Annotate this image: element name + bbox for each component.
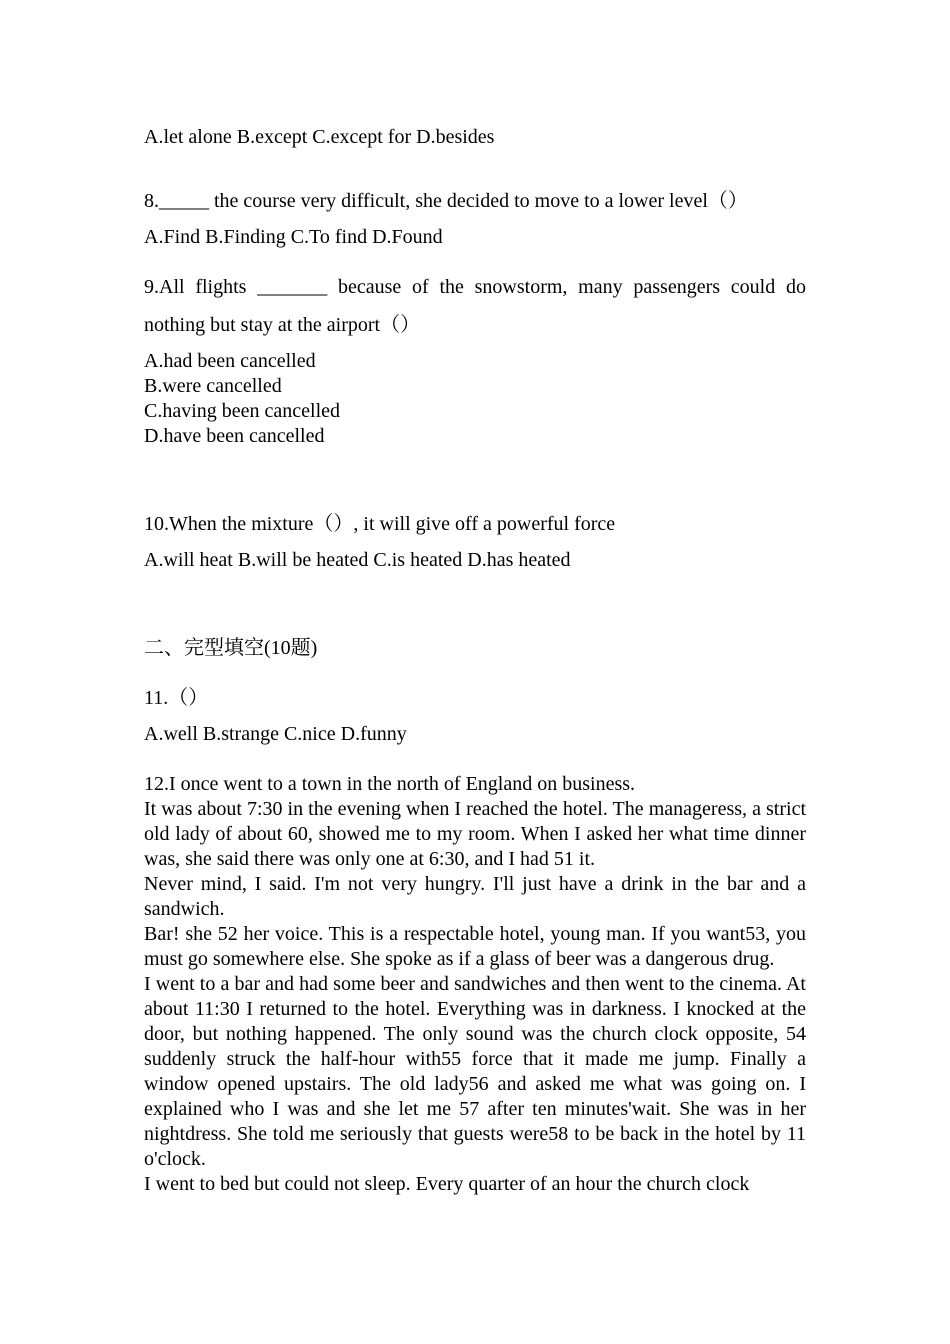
q10-options: A.will heat B.will be heated C.is heated D.has heated (144, 549, 571, 571)
q12-passage (144, 772, 806, 1197)
q12-paragraph: I went to a bar and had some beer and sandwiches and then went to the cinema. At about 11:30 I returned to the hotel. Everything was in darkness. I knocked at the door, but nothing happened. The only sound was the church clock opposite, 54 suddenly struck the half-hour with55 force that it made me jump. Finally a window opened upstairs. The old lady56 and asked me what was going on. I explained who I was and she let me 57 after ten minutes'wait. She was in her nightdress. She told me seriously that guests were58 to be back in the hotel by 11 o'clock. (144, 973, 806, 1170)
q8-stem: 8._____ the course very difficult, she decided to move to a lower level（） (144, 190, 748, 212)
q11-options: A.well B.strange C.nice D.funny (144, 723, 407, 745)
q9-option-d: D.have been cancelled (144, 425, 325, 447)
document-page (144, 0, 806, 1344)
q12-paragraph: Never mind, I said. I'm not very hungry. I'll just have a drink in the bar and a sandwich. (144, 873, 806, 920)
q9-option-a: A.had been cancelled (144, 350, 316, 372)
q8-options: A.Find B.Finding C.To find D.Found (144, 226, 443, 248)
q12-paragraph: I went to bed but could not sleep. Every quarter of an hour the church clock (144, 1173, 750, 1195)
q12-paragraph: Bar! she 52 her voice. This is a respectable hotel, young man. If you want53, you must go somewhere else. She spoke as if a glass of beer was a dangerous drug. (144, 923, 806, 970)
q9-option-b: B.were cancelled (144, 375, 282, 397)
q12-paragraph: 12.I once went to a town in the north of England on business. (144, 773, 636, 795)
q11-stem: 11.（） (144, 687, 209, 709)
section-heading: 二、完型填空(10题) (144, 637, 318, 659)
q12-paragraph: It was about 7:30 in the evening when I reached the hotel. The manageress, a strict old lady of about 60, showed me to my room. When I asked her what time dinner was, she said there was only one at 6:30, and I had 51 it. (144, 798, 806, 870)
q10-stem: 10.When the mixture（）, it will give off a powerful force (144, 513, 616, 535)
q9-option-c: C.having been cancelled (144, 400, 341, 422)
q7-options: A.let alone B.except C.except for D.besides (144, 126, 495, 148)
q9-stem: 9.All flights _______ because of the snowstorm, many passengers could do nothing but stay at the airport（） (144, 276, 806, 336)
